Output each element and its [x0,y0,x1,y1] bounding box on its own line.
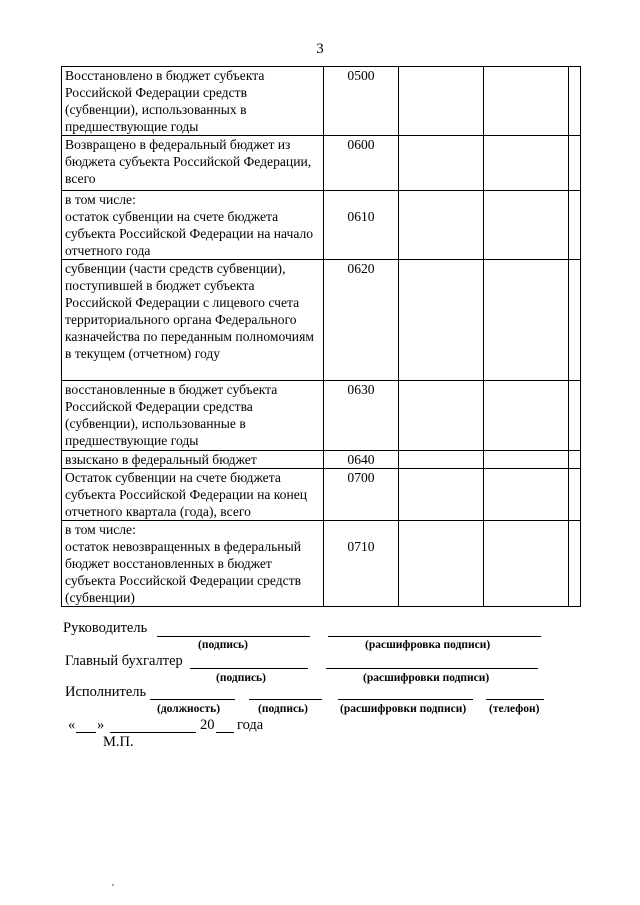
head-decode-caption: (расшифровка подписи) [365,639,491,651]
value-cell[interactable] [399,67,484,136]
row-label-text: остаток субвенции на счете бюджета субъекта Российской Федерации на начало отчетного года [65,209,314,258]
row-label [62,521,324,607]
table-row [62,67,581,136]
date-open-quote: « [68,717,76,733]
row-label: Остаток субвенции на счете бюджета субъекта Российской Федерации на конец отчетного квартала (года), всего [62,469,324,521]
head-signature-caption: (подпись) [198,639,248,651]
date-month-line[interactable] [110,732,196,733]
value-cell[interactable] [484,451,569,469]
row-label-text: остаток невозвращенных в федеральный бюджет восстановленных в бюджет субъекта Российской Федерации средств (субвенции) [65,539,302,605]
executor-signature-caption: (подпись) [258,703,308,715]
executor-signature-line[interactable] [249,699,322,700]
accountant-signature-caption: (подпись) [216,672,266,684]
value-cell[interactable] [399,136,484,191]
head-label: Руководитель [63,620,148,636]
value-cell[interactable] [399,191,484,260]
value-cell[interactable] [569,191,581,260]
table-row [62,521,581,607]
value-cell[interactable] [399,451,484,469]
row-label: восстановленные в бюджет субъекта Российской Федерации средства (субвенции), использованные в предшествующие годы [62,381,324,451]
value-cell[interactable] [569,260,581,381]
row-code: 0620 [324,260,399,381]
date-year-suffix: года [237,717,264,733]
date-day-line[interactable] [76,732,96,733]
value-cell[interactable] [569,381,581,451]
accountant-decode-line[interactable] [326,668,538,669]
executor-position-line[interactable] [150,699,235,700]
date-year-prefix: 20 [200,717,215,733]
value-cell[interactable] [484,381,569,451]
value-cell[interactable] [484,469,569,521]
row-label-prefix: в том числе: [65,522,136,537]
scan-speck [112,884,114,886]
row-label: взыскано в федеральный бюджет [62,451,324,469]
value-cell[interactable] [484,136,569,191]
value-cell[interactable] [484,260,569,381]
table-row [62,451,581,469]
accountant-signature-line[interactable] [190,668,308,669]
executor-label: Исполнитель [65,684,147,700]
row-label: субвенции (части средств субвенции), поступившей в бюджет субъекта Российской Федерации с лицевого счета территориального органа Федерального казначейства по переданным полномочиям в текущем (отчетном) году [62,260,324,381]
value-cell[interactable] [399,521,484,607]
date-year-line[interactable] [216,732,234,733]
row-label-prefix: в том числе: [65,192,136,207]
row-code: 0640 [324,451,399,469]
value-cell[interactable] [484,191,569,260]
stamp-label: М.П. [103,734,134,750]
value-cell[interactable] [399,381,484,451]
row-label: Восстановлено в бюджет субъекта Российской Федерации средств (субвенции), использованных в предшествующие годы [62,67,324,136]
value-cell[interactable] [484,67,569,136]
value-cell[interactable] [569,521,581,607]
accountant-label: Главный бухгалтер [65,653,183,669]
executor-phone-caption: (телефон) [489,703,540,715]
table-row [62,136,581,191]
report-table [61,66,581,607]
row-code: 0600 [324,136,399,191]
row-code: 0500 [324,67,399,136]
value-cell[interactable] [569,67,581,136]
executor-decode-line[interactable] [338,699,473,700]
head-signature-line[interactable] [157,636,310,637]
value-cell[interactable] [569,451,581,469]
table-row [62,469,581,521]
executor-decode-caption: (расшифровки подписи) [340,703,467,715]
executor-position-caption: (должность) [157,703,221,715]
value-cell[interactable] [484,521,569,607]
accountant-decode-caption: (расшифровки подписи) [363,672,490,684]
executor-phone-line[interactable] [486,699,544,700]
value-cell[interactable] [569,136,581,191]
row-label: Возвращено в федеральный бюджет из бюджета субъекта Российской Федерации, всего [62,136,324,191]
value-cell[interactable] [399,469,484,521]
row-code: 0710 [324,521,399,607]
row-code: 0630 [324,381,399,451]
row-code: 0610 [324,191,399,260]
row-code: 0700 [324,469,399,521]
page-number: 3 [316,41,324,57]
value-cell[interactable] [399,260,484,381]
row-label [62,191,324,260]
table-row [62,381,581,451]
head-decode-line[interactable] [328,636,541,637]
value-cell[interactable] [569,469,581,521]
table-row [62,191,581,260]
date-close-quote: » [97,717,105,733]
table-row [62,260,581,381]
